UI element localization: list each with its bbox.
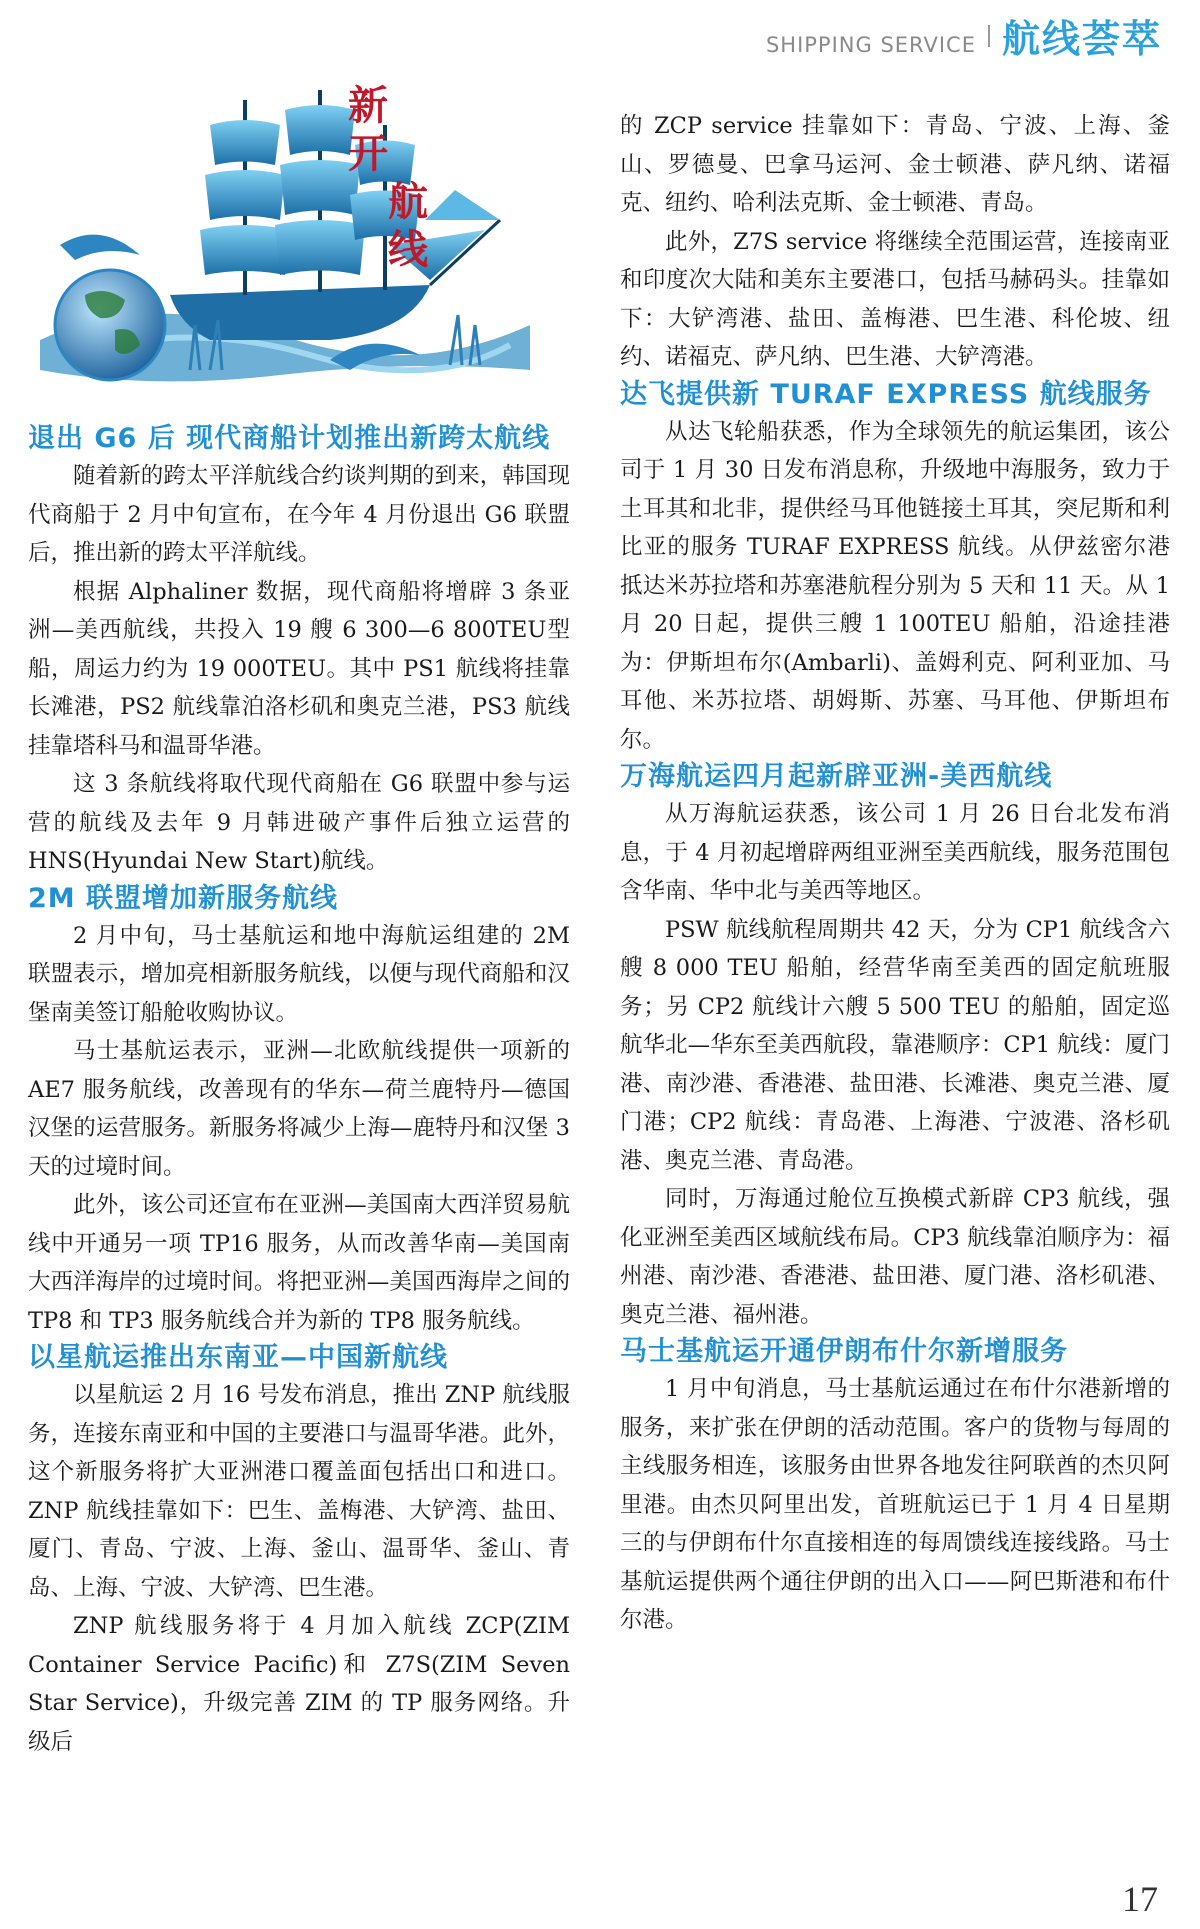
- header-divider: [988, 25, 990, 47]
- hero-illustration: [30, 70, 550, 400]
- article-paragraph: 以星航运 2 月 16 号发布消息，推出 ZNP 航线服务，连接东南亚和中国的主要港口与温哥华港。此外，这个新服务将扩大亚洲港口覆盖面包括出口和进口。ZNP 航线挂靠如下：巴生、盖梅港、大铲湾、盐田、厦门、青岛、宁波、上海、釜山、温哥华、釜山、青岛、上海、宁波、大铲湾、巴生港。: [28, 1382, 570, 1601]
- article-paragraph: 此外，Z7S service 将继续全范围运营，连接南亚和印度次大陆和美东主要港口，包括马赫码头。挂靠如下：大铲湾港、盐田、盖梅港、巴生港、科伦坡、纽约、诺福克、萨凡纳、巴生港、大铲湾港。: [620, 228, 1170, 370]
- article-paragraph: 的 ZCP service 挂靠如下：青岛、宁波、上海、釜山、罗德曼、巴拿马运河、金士顿港、萨凡纳、诺福克、纽约、哈利法克斯、金士顿港、青岛。: [620, 113, 1170, 216]
- article-heading: 以星航运推出东南亚—中国新航线: [28, 1342, 448, 1373]
- page-number: 17: [1122, 1879, 1158, 1919]
- page-header: [766, 8, 1162, 63]
- article-paragraph: 从达飞轮船获悉，作为全球领先的航运集团，该公司于 1 月 30 日发布消息称，升级地中海服务，致力于土耳其和北非，提供经马耳他链接土耳其，突尼斯和利比亚的服务 TURAF EXPRESS 航线。从伊兹密尔港抵达米苏拉塔和苏塞港航程分别为 5 天和 11 天。从 1 月 20 日起，提供三艘 1 100TEU 船舶，沿途挂港为：伊斯坦布尔(Ambarli)、盖姆利克、阿利亚加、马耳他、米苏拉塔、胡姆斯、苏塞、马耳他、伊斯坦布尔。: [620, 418, 1170, 753]
- article-paragraph: 2 月中旬，马士基航运和地中海航运组建的 2M 联盟表示，增加亮相新服务航线，以便与现代商船和汉堡南美签订船舱收购协议。: [28, 922, 570, 1026]
- article-paragraph: ZNP 航线服务将于 4 月加入航线 ZCP(ZIM Container Service Pacific)和 Z7S(ZIM Seven Star Service)，升级完善 ZIM 的 TP 服务网络。升级后: [28, 1613, 570, 1755]
- article-heading: 马士基航运开通伊朗布什尔新增服务: [620, 1336, 1068, 1367]
- sailing-ship-illustration: [30, 70, 550, 400]
- article-heading: 2M 联盟增加新服务航线: [28, 882, 339, 914]
- section-label-cn: 航线荟萃: [1001, 17, 1162, 61]
- article-paragraph: 马士基航运表示，亚洲—北欧航线提供一项新的 AE7 服务航线，改善现有的华东—荷兰鹿特丹—德国汉堡的运营服务。新服务将减少上海—鹿特丹和汉堡 3 天的过境时间。: [28, 1038, 570, 1180]
- article-heading: 达飞提供新 TURAF EXPRESS 航线服务: [620, 378, 1152, 410]
- article-paragraph: 根据 Alphaliner 数据，现代商船将增辟 3 条亚洲—美西航线，共投入 19 艘 6 300—6 800TEU型船，周运力约为 19 000TEU。其中 PS1 航线将挂靠长滩港，PS2 航线靠泊洛杉矶和奥克兰港，PS3 航线挂靠塔科马和温哥华港。: [28, 578, 570, 759]
- hero-title-char: 开: [348, 130, 388, 177]
- article-paragraph: 这 3 条航线将取代现代商船在 G6 联盟中参与运营的航线及去年 9 月韩进破产事件后独立运营的 HNS(Hyundai New Start)航线。: [28, 771, 570, 874]
- hero-title-char: 航: [388, 178, 428, 225]
- article-paragraph: 1 月中旬消息，马士基航运通过在布什尔港新增的服务，来扩张在伊朗的活动范围。客户的货物与每周的主线服务相连，该服务由世界各地发往阿联酋的杰贝阿里港。由杰贝阿里出发，首班航运已于 1 月 4 日星期三的与伊朗布什尔直接相连的每周馈线连接线路。马士基航运提供两个通往伊朗的出入口——阿巴斯港和布什尔港。: [620, 1376, 1170, 1633]
- hero-title-char: 新: [348, 82, 388, 129]
- article-paragraph: 随着新的跨太平洋航线合约谈判期的到来，韩国现代商船于 2 月中旬宣布，在今年 4 月份退出 G6 联盟后，推出新的跨太平洋航线。: [28, 463, 570, 566]
- article-paragraph: 此外，该公司还宣布在亚洲—美国南大西洋贸易航线中开通另一项 TP16 服务，从而改善华南—美国南大西洋海岸的过境时间。将把亚洲—美国西海岸之间的 TP8 和 TP3 服务航线合并为新的 TP8 服务航线。: [28, 1192, 570, 1334]
- article-paragraph: 从万海航运获悉，该公司 1 月 26 日台北发布消息，于 4 月初起增辟两组亚洲至美西航线，服务范围包含华南、华中北与美西等地区。: [620, 801, 1170, 904]
- right-column: [620, 107, 1170, 1640]
- section-label-en: SHIPPING SERVICE: [765, 33, 976, 57]
- hero-title-char: 线: [388, 226, 428, 273]
- article-heading: 退出 G6 后 现代商船计划推出新跨太航线: [28, 423, 551, 454]
- left-column: [28, 421, 570, 1761]
- article-heading: 万海航运四月起新辟亚洲-美西航线: [620, 761, 1053, 792]
- article-paragraph: PSW 航线航程周期共 42 天，分为 CP1 航线含六艘 8 000 TEU 船舶，经营华南至美西的固定航班服务；另 CP2 航线计六艘 5 500 TEU 的船舶，固定巡航华北—华东至美西航段，靠港顺序：CP1 航线：厦门港、南沙港、香港港、盐田港、长滩港、奥克兰港、厦门港；CP2 航线：青岛港、上海港、宁波港、洛杉矶港、奥克兰港、青岛港。: [620, 916, 1170, 1174]
- article-paragraph: 同时，万海通过舱位互换模式新辟 CP3 航线，强化亚洲至美西区域航线布局。CP3 航线靠泊顺序为：福州港、南沙港、香港港、盐田港、厦门港、洛杉矶港、奥克兰港、福州港。: [620, 1186, 1170, 1328]
